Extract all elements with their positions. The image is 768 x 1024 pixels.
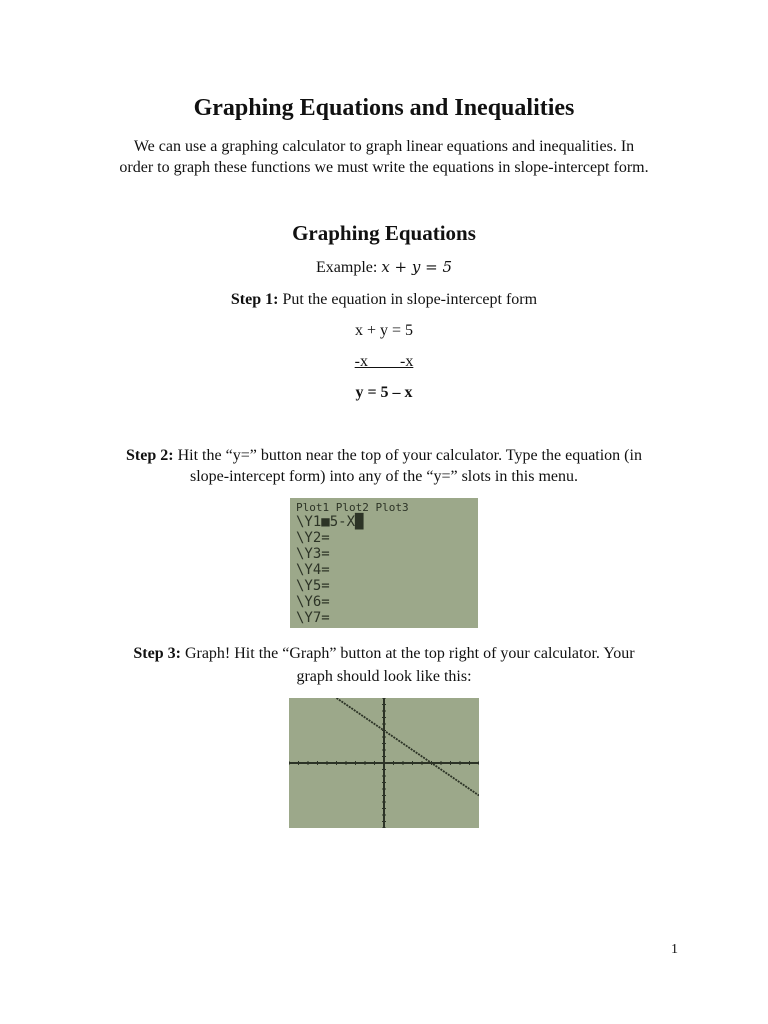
step1-equation-b: -x -x <box>354 353 414 370</box>
y-row-5: \Y5= <box>296 578 330 594</box>
example-label: Example: <box>316 259 382 276</box>
step3-text-1: Graph! Hit the “Graph” button at the top right of your calculator. Your <box>180 645 635 662</box>
step1-line <box>0 289 768 310</box>
y-row-2: \Y2= <box>296 530 330 546</box>
step2-paragraph <box>0 445 768 487</box>
y-row-3: \Y3= <box>296 546 330 562</box>
graph-plot <box>289 698 479 828</box>
example-line <box>0 257 768 278</box>
step1-text: Put the equation in slope-intercept form <box>278 291 538 308</box>
page-title-wrap <box>0 95 768 122</box>
section-heading-wrap <box>0 221 768 246</box>
intro-line-1: We can use a graphing calculator to graph linear equations and inequalities. In <box>133 138 635 155</box>
step2-label: Step 2: <box>126 447 174 464</box>
plot-header: Plot1 Plot2 Plot3 <box>296 501 409 514</box>
y-row-6: \Y6= <box>296 594 330 610</box>
example-equation: x + y = 5 <box>381 258 452 276</box>
y-row-7: \Y7= <box>296 610 330 626</box>
graph-line-y-equals-5-minus-x <box>337 698 480 796</box>
step3-line-1 <box>0 643 768 664</box>
step2-line-1 <box>0 445 768 466</box>
step3-line-2: graph should look like this: <box>296 668 472 685</box>
step2-text-1: Hit the “y=” button near the top of your calculator. Type the equation (in <box>173 447 642 464</box>
step1-equation-c: y = 5 – x <box>355 384 413 401</box>
page-title: Graphing Equations and Inequalities <box>193 95 575 121</box>
page-number: 1 <box>671 942 678 957</box>
section-heading: Graphing Equations <box>292 221 476 245</box>
step2-line-2: slope-intercept form) into any of the “y=” slots in this menu. <box>189 468 579 485</box>
step1-label: Step 1: <box>230 291 279 308</box>
step3-paragraph <box>0 643 768 687</box>
step3-label: Step 3: <box>133 645 181 662</box>
y-row-1: \Y1■5-X█ <box>296 514 364 530</box>
y-row-4: \Y4= <box>296 562 330 578</box>
calculator-y-menu-screen <box>290 498 478 628</box>
intro-paragraph <box>0 136 768 178</box>
intro-line-2: order to graph these functions we must write the equations in slope-intercept form. <box>119 159 649 176</box>
step1-equation-b-wrap <box>0 351 768 372</box>
step1-equation-a: x + y = 5 <box>354 322 414 339</box>
calculator-graph-screen <box>289 698 479 828</box>
